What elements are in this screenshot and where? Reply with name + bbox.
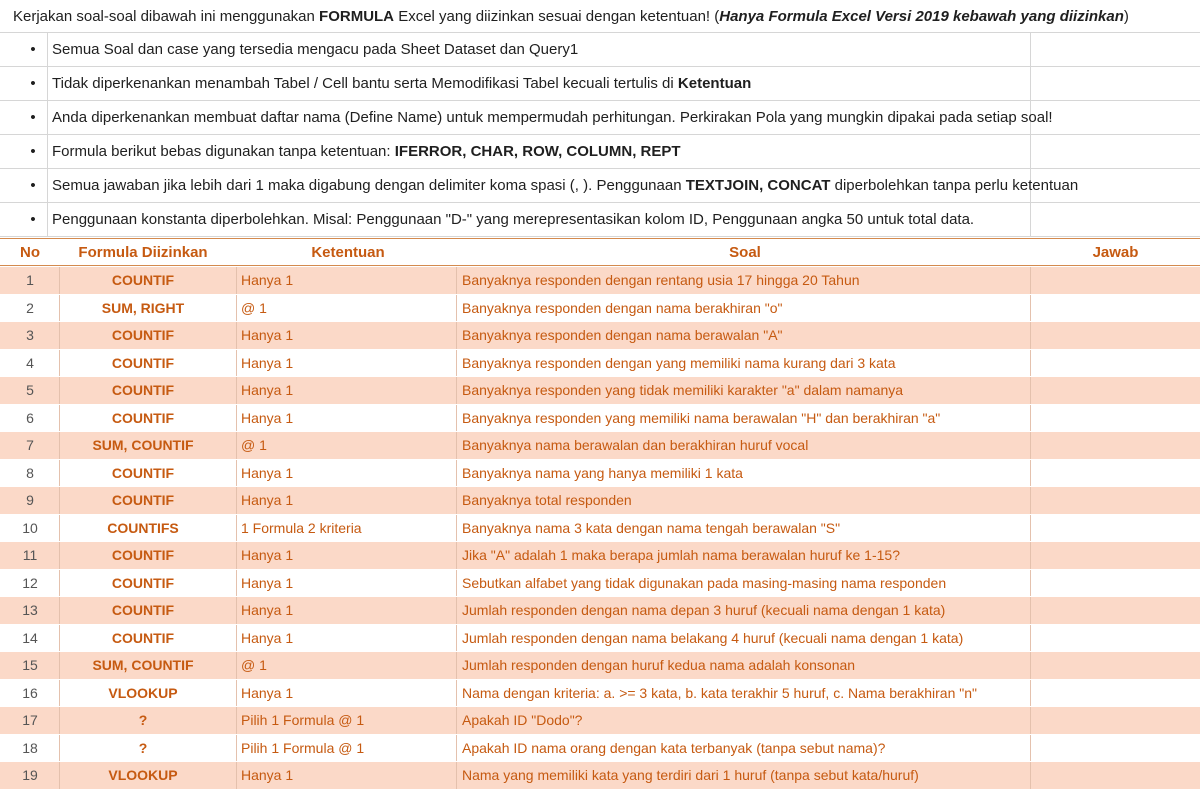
cell-ketentuan[interactable]: Hanya 1 xyxy=(241,272,294,288)
bullet-icon: • xyxy=(30,109,36,126)
cell-ketentuan[interactable]: Hanya 1 xyxy=(241,409,294,426)
table-row[interactable] xyxy=(0,460,1200,488)
table-header xyxy=(0,238,1200,266)
bullet-text: Semua jawaban jika lebih dari 1 maka digabung dengan delimiter koma spasi (, ). Penggunaan TEXTJOIN, CONCAT diperbolehkan tanpa perlu ketentuan xyxy=(52,177,1079,194)
instruction-bold-italic: Hanya Formula Excel Versi 2019 kebawah yang diizinkan xyxy=(719,8,1124,25)
table-row[interactable] xyxy=(0,405,1200,433)
cell-soal[interactable]: Nama dengan kriteria: a. >= 3 kata, b. kata terakhir 5 huruf, c. Nama berakhiran "n" xyxy=(462,684,977,701)
cell-ketentuan[interactable]: @ 1 xyxy=(241,657,267,673)
table-row[interactable] xyxy=(0,322,1200,350)
header-soal[interactable]: Soal xyxy=(729,244,761,261)
cell-soal[interactable]: Jumlah responden dengan nama depan 3 huruf (kecuali nama dengan 1 kata) xyxy=(462,602,946,618)
header-jawab[interactable]: Jawab xyxy=(1092,244,1139,261)
bullet-text: Formula berikut bebas digunakan tanpa ketentuan: IFERROR, CHAR, ROW, COLUMN, REPT xyxy=(52,143,681,160)
cell-soal[interactable]: Sebutkan alfabet yang tidak digunakan pada masing-masing nama responden xyxy=(462,574,947,591)
instruction-bold-formula: FORMULA xyxy=(319,8,395,25)
instruction-text xyxy=(13,0,1129,33)
cell-soal[interactable]: Banyaknya responden dengan nama berakhiran "o" xyxy=(462,299,783,316)
cell-formula[interactable]: COUNTIF xyxy=(111,354,175,371)
table-row[interactable] xyxy=(0,652,1200,680)
table-row[interactable] xyxy=(0,570,1200,598)
cell-soal[interactable]: Nama yang memiliki kata yang terdiri dari 1 huruf (tanpa sebut kata/huruf) xyxy=(462,767,919,783)
bullet-icon: • xyxy=(30,177,36,194)
bullet-row[interactable] xyxy=(0,169,1200,203)
instruction-row[interactable] xyxy=(0,0,1200,33)
cell-formula[interactable]: SUM, COUNTIF xyxy=(92,657,194,673)
cell-no[interactable]: 8 xyxy=(26,464,34,481)
cell-soal[interactable]: Banyaknya nama 3 kata dengan nama tengah berawalan "S" xyxy=(462,519,841,536)
cell-soal[interactable]: Jumlah responden dengan huruf kedua nama adalah konsonan xyxy=(462,657,856,673)
table-row[interactable] xyxy=(0,625,1200,653)
cell-no[interactable]: 19 xyxy=(22,767,38,783)
cell-soal[interactable]: Banyaknya responden dengan nama berawalan "A" xyxy=(462,327,783,343)
cell-formula[interactable]: COUNTIF xyxy=(111,574,175,591)
table-row[interactable] xyxy=(0,542,1200,570)
header-formula[interactable]: Formula Diizinkan xyxy=(78,244,208,261)
cell-formula[interactable]: SUM, RIGHT xyxy=(101,299,185,316)
cell-formula[interactable]: COUNTIFS xyxy=(107,519,179,536)
cell-soal[interactable]: Banyaknya responden dengan yang memiliki nama kurang dari 3 kata xyxy=(462,354,896,371)
cell-soal[interactable]: Apakah ID "Dodo"? xyxy=(462,712,583,728)
bullet-row[interactable] xyxy=(0,67,1200,101)
bullet-icon: • xyxy=(30,143,36,160)
cell-soal[interactable]: Banyaknya responden yang memiliki nama berawalan "H" dan berakhiran "a" xyxy=(462,409,941,426)
table-row[interactable] xyxy=(0,680,1200,708)
table-row[interactable] xyxy=(0,597,1200,625)
cell-no[interactable]: 12 xyxy=(22,574,38,591)
cell-formula[interactable]: ? xyxy=(138,739,148,756)
cell-ketentuan[interactable]: Hanya 1 xyxy=(241,629,294,646)
cell-no[interactable]: 15 xyxy=(22,657,38,673)
cell-formula[interactable]: COUNTIF xyxy=(111,272,175,288)
table-row[interactable] xyxy=(0,432,1200,460)
cell-no[interactable]: 14 xyxy=(22,629,38,646)
bullet-text: Anda diperkenankan membuat daftar nama (Define Name) untuk mempermudah perhitungan. Perkirakan Pola yang mungkin dipakai pada setiap soal! xyxy=(52,109,1053,126)
cell-ketentuan[interactable]: Hanya 1 xyxy=(241,684,294,701)
bullet-icon: • xyxy=(30,41,36,58)
cell-formula[interactable]: COUNTIF xyxy=(111,464,175,481)
cell-soal[interactable]: Jumlah responden dengan nama belakang 4 huruf (kecuali nama dengan 1 kata) xyxy=(462,629,964,646)
cell-ketentuan[interactable]: Hanya 1 xyxy=(241,382,294,398)
header-ketentuan[interactable]: Ketentuan xyxy=(311,244,385,261)
instruction-prefix: Kerjakan soal-soal dibawah ini menggunakan xyxy=(13,8,320,25)
table-row[interactable] xyxy=(0,377,1200,405)
cell-ketentuan[interactable]: Hanya 1 xyxy=(241,327,294,343)
cell-no[interactable]: 5 xyxy=(26,382,34,398)
cell-no[interactable]: 16 xyxy=(22,684,38,701)
cell-ketentuan[interactable]: Hanya 1 xyxy=(241,767,294,783)
cell-soal[interactable]: Banyaknya nama yang hanya memiliki 1 kata xyxy=(462,464,743,481)
cell-soal[interactable]: Banyaknya responden dengan rentang usia 17 hingga 20 Tahun xyxy=(462,272,860,288)
cell-formula[interactable]: COUNTIF xyxy=(111,327,175,343)
cell-formula[interactable]: COUNTIF xyxy=(111,547,175,563)
cell-ketentuan[interactable]: Pilih 1 Formula @ 1 xyxy=(241,712,365,728)
cell-no[interactable]: 11 xyxy=(22,547,38,563)
cell-no[interactable]: 17 xyxy=(22,712,38,728)
bullet-text: Tidak diperkenankan menambah Tabel / Cell bantu serta Memodifikasi Tabel kecuali tertulis di Ketentuan xyxy=(52,75,752,92)
cell-formula[interactable]: SUM, COUNTIF xyxy=(92,437,194,453)
cell-formula[interactable]: VLOOKUP xyxy=(108,767,178,783)
bullet-text: Semua Soal dan case yang tersedia mengacu pada Sheet Dataset dan Query1 xyxy=(52,41,579,58)
header-no[interactable]: No xyxy=(20,244,40,261)
cell-formula[interactable]: VLOOKUP xyxy=(108,684,178,701)
bullet-icon: • xyxy=(30,75,36,92)
instruction-middle: Excel yang diizinkan sesuai dengan ketentuan! ( xyxy=(394,8,720,25)
cell-no[interactable]: 18 xyxy=(22,739,38,756)
cell-ketentuan[interactable]: 1 Formula 2 kriteria xyxy=(241,519,362,536)
cell-ketentuan[interactable]: @ 1 xyxy=(241,437,267,453)
cell-ketentuan[interactable]: Hanya 1 xyxy=(241,602,294,618)
cell-formula[interactable]: ? xyxy=(138,712,148,728)
cell-formula[interactable]: COUNTIF xyxy=(111,629,175,646)
cell-formula[interactable]: COUNTIF xyxy=(111,492,175,508)
cell-ketentuan[interactable]: Hanya 1 xyxy=(241,354,294,371)
table-row[interactable] xyxy=(0,295,1200,323)
cell-no[interactable]: 6 xyxy=(26,409,34,426)
table-row[interactable] xyxy=(0,487,1200,515)
cell-no[interactable]: 13 xyxy=(22,602,38,618)
cell-no[interactable]: 7 xyxy=(26,437,34,453)
table-row[interactable] xyxy=(0,762,1200,790)
table-row[interactable] xyxy=(0,515,1200,543)
cell-no[interactable]: 2 xyxy=(26,299,34,316)
instruction-suffix: ) xyxy=(1123,8,1129,25)
cell-no[interactable]: 3 xyxy=(26,327,34,343)
cell-soal[interactable]: Apakah ID nama orang dengan kata terbanyak (tanpa sebut nama)? xyxy=(462,739,886,756)
cell-formula[interactable]: COUNTIF xyxy=(111,409,175,426)
bullet-row[interactable] xyxy=(0,101,1200,135)
cell-soal[interactable]: Banyaknya total responden xyxy=(462,492,632,508)
cell-ketentuan[interactable]: Hanya 1 xyxy=(241,547,294,563)
cell-no[interactable]: 4 xyxy=(26,354,34,371)
table-row[interactable] xyxy=(0,267,1200,295)
cell-no[interactable]: 9 xyxy=(26,492,34,508)
bullet-row[interactable] xyxy=(0,135,1200,169)
cell-soal[interactable]: Banyaknya responden yang tidak memiliki karakter "a" dalam namanya xyxy=(462,382,904,398)
cell-ketentuan[interactable]: Pilih 1 Formula @ 1 xyxy=(241,739,365,756)
cell-soal[interactable]: Banyaknya nama berawalan dan berakhiran huruf vocal xyxy=(462,437,809,453)
cell-ketentuan[interactable]: Hanya 1 xyxy=(241,464,294,481)
cell-formula[interactable]: COUNTIF xyxy=(111,602,175,618)
bullet-row[interactable] xyxy=(0,203,1200,237)
cell-ketentuan[interactable]: @ 1 xyxy=(241,299,267,316)
table-row[interactable] xyxy=(0,707,1200,735)
bullet-text: Penggunaan konstanta diperbolehkan. Misal: Penggunaan "D-" yang merepresentasikan kolom ID, Penggunaan angka 50 untuk total data. xyxy=(52,211,975,228)
table-row[interactable] xyxy=(0,735,1200,763)
cell-no[interactable]: 10 xyxy=(22,519,38,536)
cell-soal[interactable]: Jika "A" adalah 1 maka berapa jumlah nama berawalan huruf ke 1-15? xyxy=(462,547,900,563)
cell-ketentuan[interactable]: Hanya 1 xyxy=(241,574,294,591)
cell-ketentuan[interactable]: Hanya 1 xyxy=(241,492,294,508)
cell-formula[interactable]: COUNTIF xyxy=(111,382,175,398)
bullet-row[interactable] xyxy=(0,33,1200,67)
table-row[interactable] xyxy=(0,350,1200,378)
bullet-icon: • xyxy=(30,211,36,228)
cell-no[interactable]: 1 xyxy=(26,272,34,288)
